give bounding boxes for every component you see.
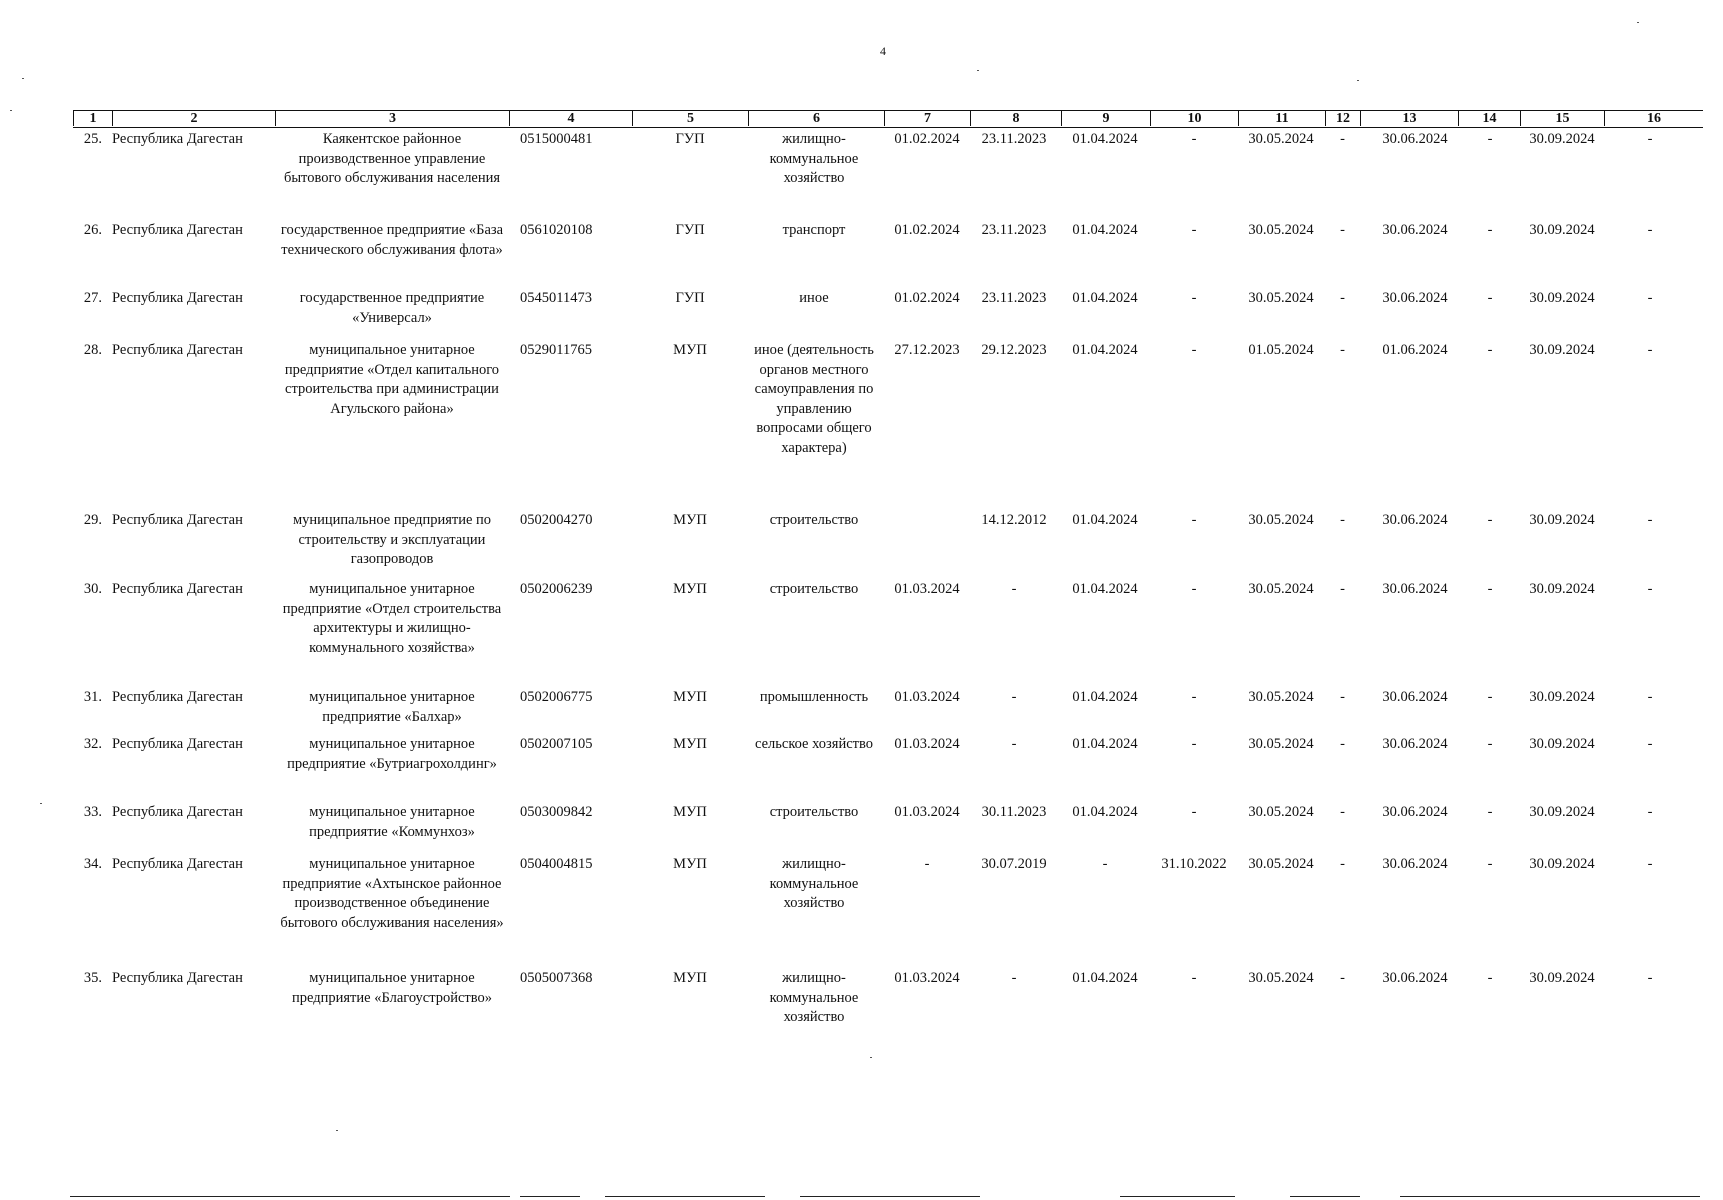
cell-form: МУП [673,970,707,986]
cell-num: 33. [83,804,102,820]
cell-c15: 30.09.2024 [1529,222,1595,238]
cell-c10: - [1191,689,1197,705]
cell-num: 31. [83,689,102,705]
cell-c13: 30.06.2024 [1382,131,1448,147]
cell-c15: 30.09.2024 [1529,581,1595,597]
cell-c13: 30.06.2024 [1382,222,1448,238]
cell-c9: - [1102,856,1108,872]
header-col-10: 10 [1150,111,1238,126]
cell-c15: 30.09.2024 [1529,342,1595,358]
cell-c16: - [1647,736,1653,752]
cell-c12: - [1340,290,1345,306]
cell-c16: - [1647,970,1653,986]
cell-form: МУП [673,512,707,528]
cell-c16: - [1647,222,1653,238]
cell-sector: промышленность [759,689,869,705]
cell-c9: 01.04.2024 [1072,804,1138,820]
cell-inn: 0561020108 [520,222,593,238]
cell-num: 32. [83,736,102,752]
cell-c15: 30.09.2024 [1529,736,1595,752]
cell-c9: 01.04.2024 [1072,222,1138,238]
cell-c13: 30.06.2024 [1382,512,1448,528]
header-col-3: 3 [275,111,509,126]
cell-c15: 30.09.2024 [1529,689,1595,705]
cell-c9: 01.04.2024 [1072,581,1138,597]
cell-c8: - [1011,689,1017,705]
cell-c16: - [1647,512,1653,528]
cell-name: Каякентское районное производственное управление бытового обслуживания населения [283,131,501,186]
cell-region: Республика Дагестан [112,342,243,358]
table-bottom-border [520,1196,580,1197]
table-bottom-border [1400,1196,1700,1197]
cell-inn: 0502004270 [520,512,593,528]
cell-form: МУП [673,736,707,752]
cell-c10: - [1191,804,1197,820]
scan-speck [870,1057,872,1058]
cell-c15: 30.09.2024 [1529,290,1595,306]
cell-c15: 30.09.2024 [1529,512,1595,528]
table-bottom-border [70,1196,510,1197]
cell-c12: - [1340,581,1345,597]
cell-c7: 27.12.2023 [894,342,960,358]
cell-name: муниципальное унитарное предприятие «Ахтынское районное производственное объединение бытового обслуживания населения» [280,856,504,931]
cell-inn: 0504004815 [520,856,593,872]
table-bottom-border [605,1196,765,1197]
cell-inn: 0545011473 [520,290,592,306]
cell-c11: 30.05.2024 [1248,689,1314,705]
cell-c8: 23.11.2023 [981,290,1047,306]
cell-c14: - [1487,131,1493,147]
cell-c11: 30.05.2024 [1248,512,1314,528]
cell-inn: 0502007105 [520,736,593,752]
cell-sector: жилищно-коммунальное хозяйство [769,856,859,911]
cell-inn: 0503009842 [520,804,593,820]
cell-c12: - [1340,689,1345,705]
table-bottom-border [1120,1196,1235,1197]
cell-c9: 01.04.2024 [1072,342,1138,358]
cell-sector: транспорт [782,222,846,238]
cell-c15: 30.09.2024 [1529,970,1595,986]
cell-c7: 01.03.2024 [894,804,960,820]
cell-c7: 01.03.2024 [894,736,960,752]
header-col-12: 12 [1325,111,1360,126]
cell-c8: 30.11.2023 [981,804,1047,820]
cell-c13: 30.06.2024 [1382,736,1448,752]
cell-c7: 01.02.2024 [894,290,960,306]
cell-c14: - [1487,342,1493,358]
cell-c15: 30.09.2024 [1529,804,1595,820]
cell-inn: 0515000481 [520,131,593,147]
cell-num: 35. [83,970,102,986]
cell-region: Республика Дагестан [112,512,243,528]
cell-form: МУП [673,804,707,820]
cell-c11: 30.05.2024 [1248,290,1314,306]
table-bottom-border [800,1196,980,1197]
cell-c12: - [1340,970,1345,986]
cell-c11: 01.05.2024 [1248,342,1314,358]
cell-c13: 30.06.2024 [1382,689,1448,705]
cell-c11: 30.05.2024 [1248,131,1314,147]
cell-c10: - [1191,736,1197,752]
cell-region: Республика Дагестан [112,736,243,752]
cell-num: 28. [83,342,102,358]
cell-c16: - [1647,689,1653,705]
scan-speck [1637,22,1639,23]
scan-speck [1357,80,1359,81]
header-col-11: 11 [1238,111,1325,126]
cell-c16: - [1647,290,1653,306]
cell-c8: - [1011,736,1017,752]
cell-inn: 0502006239 [520,581,593,597]
cell-c12: - [1340,856,1345,872]
cell-c8: 23.11.2023 [981,222,1047,238]
cell-c9: 01.04.2024 [1072,290,1138,306]
header-col-1: 1 [73,111,112,126]
cell-c10: - [1191,222,1197,238]
cell-c14: - [1487,856,1493,872]
cell-c14: - [1487,222,1493,238]
cell-form: МУП [673,342,707,358]
cell-sector: строительство [769,512,859,528]
header-col-15: 15 [1520,111,1604,126]
cell-c14: - [1487,290,1493,306]
header-col-4: 4 [509,111,632,126]
page-number: 4 [880,44,886,58]
cell-c16: - [1647,131,1653,147]
header-col-14: 14 [1458,111,1520,126]
cell-num: 26. [83,222,102,238]
cell-region: Республика Дагестан [112,131,243,147]
cell-c16: - [1647,581,1653,597]
cell-c12: - [1340,736,1345,752]
cell-region: Республика Дагестан [112,804,243,820]
header-col-13: 13 [1360,111,1458,126]
cell-sector: строительство [769,581,859,597]
cell-form: ГУП [675,290,705,306]
cell-c14: - [1487,736,1493,752]
cell-c11: 30.05.2024 [1248,970,1314,986]
cell-c12: - [1340,342,1345,358]
cell-c16: - [1647,804,1653,820]
cell-inn: 0502006775 [520,689,593,705]
header-col-6: 6 [748,111,884,126]
cell-c12: - [1340,131,1345,147]
cell-c7: 01.02.2024 [894,131,960,147]
cell-c15: 30.09.2024 [1529,131,1595,147]
cell-c13: 30.06.2024 [1382,970,1448,986]
cell-region: Республика Дагестан [112,290,243,306]
cell-c9: 01.04.2024 [1072,970,1138,986]
cell-c11: 30.05.2024 [1248,736,1314,752]
cell-c9: 01.04.2024 [1072,131,1138,147]
scan-speck [977,70,979,71]
cell-region: Республика Дагестан [112,581,243,597]
cell-c12: - [1340,804,1345,820]
header-col-16: 16 [1604,111,1703,126]
cell-c13: 30.06.2024 [1382,290,1448,306]
scan-speck [40,803,42,804]
cell-c10: - [1191,581,1197,597]
cell-c11: 30.05.2024 [1248,581,1314,597]
cell-c14: - [1487,970,1493,986]
cell-c12: - [1340,512,1345,528]
header-col-5: 5 [632,111,748,126]
cell-c8: 14.12.2012 [981,512,1047,528]
cell-form: ГУП [675,222,705,238]
cell-c11: 30.05.2024 [1248,804,1314,820]
cell-c10: - [1191,970,1197,986]
cell-c16: - [1647,342,1653,358]
scan-speck [22,78,24,79]
cell-sector: иное [799,290,829,306]
cell-form: МУП [673,581,707,597]
cell-region: Республика Дагестан [112,856,243,872]
cell-c10: - [1191,131,1197,147]
cell-c9: 01.04.2024 [1072,736,1138,752]
cell-name: государственное предприятие «Универсал» [299,290,485,326]
cell-sector: сельское хозяйство [754,736,873,752]
cell-c7: 01.03.2024 [894,581,960,597]
cell-name: муниципальное унитарное предприятие «Благоустройство» [291,970,493,1006]
cell-c8: - [1011,970,1017,986]
cell-c12: - [1340,222,1345,238]
cell-c14: - [1487,689,1493,705]
cell-sector: жилищно-коммунальное хозяйство [769,131,859,186]
cell-c8: 29.12.2023 [981,342,1047,358]
cell-name: муниципальное унитарное предприятие «Балхар» [309,689,475,725]
cell-num: 34. [83,856,102,872]
cell-c14: - [1487,804,1493,820]
header-col-2: 2 [112,111,275,126]
cell-c13: 01.06.2024 [1382,342,1448,358]
cell-region: Республика Дагестан [112,970,243,986]
cell-name: муниципальное унитарное предприятие «Бутриагрохолдинг» [287,736,497,772]
cell-c7: 01.03.2024 [894,970,960,986]
cell-form: МУП [673,689,707,705]
header-col-7: 7 [884,111,970,126]
header-col-9: 9 [1061,111,1150,126]
cell-inn: 0505007368 [520,970,593,986]
header-col-8: 8 [970,111,1061,126]
cell-region: Республика Дагестан [112,689,243,705]
cell-name: государственное предприятие «База технического обслуживания флота» [280,222,504,258]
cell-name: муниципальное унитарное предприятие «Отдел строительства архитектуры и жилищно-коммунального хозяйства» [282,581,502,656]
cell-c11: 30.05.2024 [1248,222,1314,238]
cell-c14: - [1487,581,1493,597]
cell-region: Республика Дагестан [112,222,243,238]
cell-c13: 30.06.2024 [1382,804,1448,820]
cell-c14: - [1487,512,1493,528]
cell-sector: иное (деятельность органов местного самоуправления по управлению вопросами общего характера) [754,342,874,456]
cell-form: МУП [673,856,707,872]
cell-c11: 30.05.2024 [1248,856,1314,872]
cell-name: муниципальное унитарное предприятие «Коммунхоз» [309,804,475,840]
cell-num: 25. [83,131,102,147]
cell-c7: 01.03.2024 [894,689,960,705]
table-header [73,110,1703,128]
cell-num: 29. [83,512,102,528]
cell-c8: 23.11.2023 [981,131,1047,147]
cell-c13: 30.06.2024 [1382,581,1448,597]
cell-num: 30. [83,581,102,597]
cell-inn: 0529011765 [520,342,592,358]
cell-c10: 31.10.2022 [1161,856,1227,872]
cell-c10: - [1191,512,1197,528]
cell-c8: - [1011,581,1017,597]
cell-form: ГУП [675,131,705,147]
cell-sector: жилищно-коммунальное хозяйство [769,970,859,1025]
cell-name: муниципальное унитарное предприятие «Отдел капитального строительства при администрации Агульского района» [284,342,500,417]
cell-name: муниципальное предприятие по строительству и эксплуатации газопроводов [292,512,492,567]
cell-c7: - [924,856,930,872]
cell-c10: - [1191,342,1197,358]
cell-c10: - [1191,290,1197,306]
cell-c16: - [1647,856,1653,872]
cell-num: 27. [83,290,102,306]
scan-speck [10,110,12,111]
cell-c15: 30.09.2024 [1529,856,1595,872]
cell-c8: 30.07.2019 [981,856,1047,872]
cell-c13: 30.06.2024 [1382,856,1448,872]
scan-speck [336,1130,338,1131]
cell-c9: 01.04.2024 [1072,689,1138,705]
table-bottom-border [1290,1196,1360,1197]
cell-c7: 01.02.2024 [894,222,960,238]
cell-sector: строительство [769,804,859,820]
cell-c9: 01.04.2024 [1072,512,1138,528]
